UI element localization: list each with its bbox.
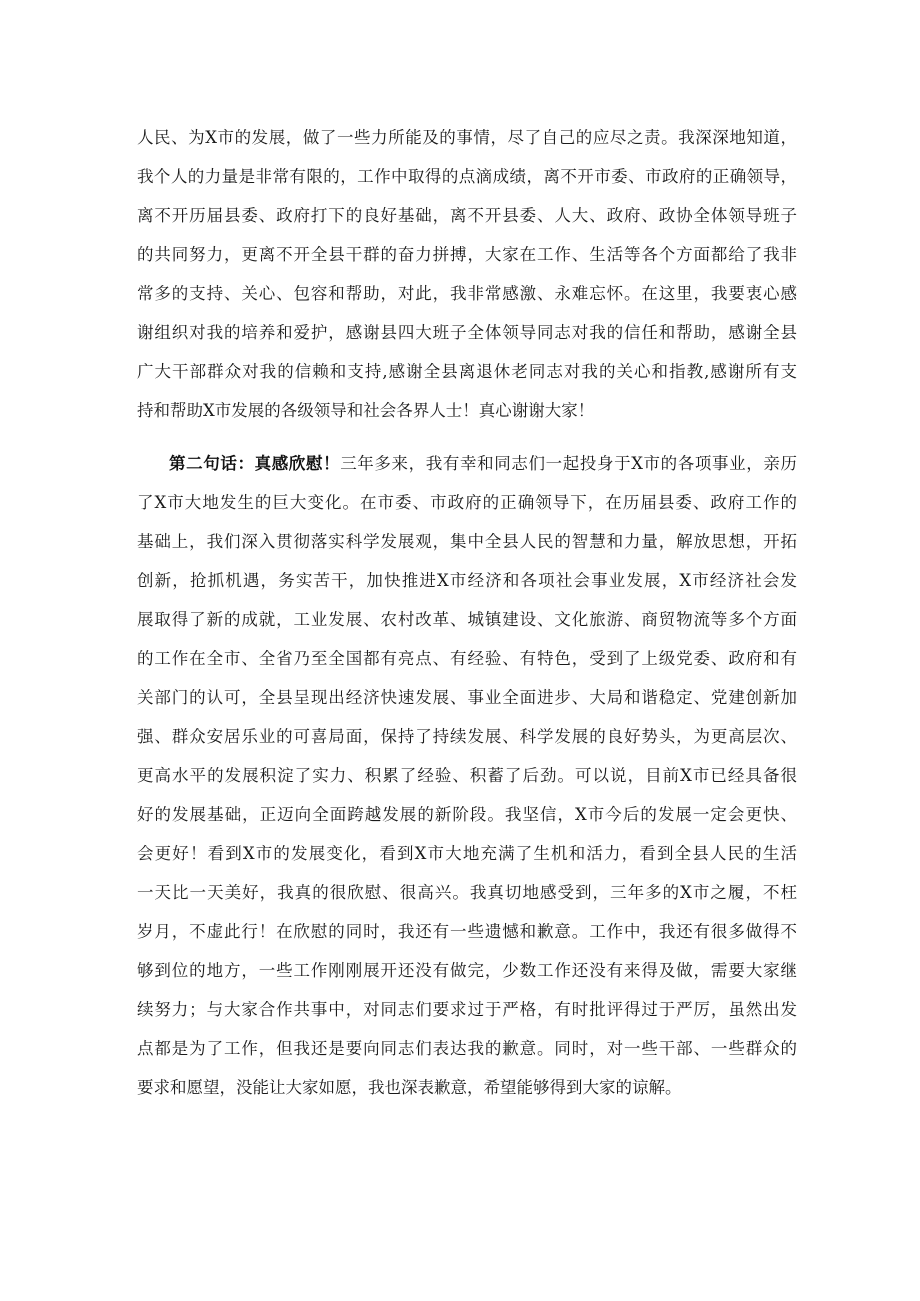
text-line: 的工作在全市、全省乃至全国都有亮点、有经验、有特色，受到了上级党委、政府和有 [137,649,797,668]
text-line: 强、群众安居乐业的可喜局面，保持了持续发展、科学发展的良好势头，为更高层次、 [137,727,797,746]
text-line: 关部门的认可，全县呈现出经济快速发展、事业全面进步、大局和谐稳定、党建创新加 [137,688,797,707]
text-line: 更高水平的发展积淀了实力、积累了经验、积蓄了后劲。可以说，目前X市已经具备很 [137,766,797,785]
text-line: 人民、为X市的发展，做了一些力所能及的事情，尽了自己的应尽之责。我深深地知道， [137,128,797,147]
text-line: 续努力；与大家合作共事中，对同志们要求过于严格，有时批评得过于严厉，虽然出发 [137,1000,797,1019]
text-line: 展取得了新的成就，工业发展、农村改革、城镇建设、文化旅游、商贸物流等多个方面 [137,610,797,629]
text-line-continuation: 三年多来，我有幸和同志们一起投身于X市的各项事业，亲历 [340,454,798,473]
text-line: 够到位的地方，一些工作刚刚展开还没有做完，少数工作还没有来得及做，需要大家继 [137,961,797,980]
section-lead-heading: 第二句话：真感欣慰！ [169,454,341,473]
text-line: 持和帮助X市发展的各级领导和社会各界人士！真心谢谢大家！ [137,401,595,420]
text-line: 创新，抢抓机遇，务实苦干，加快推进X市经济和各项社会事业发展，X市经济社会发 [137,571,797,590]
text-line-first [169,454,797,474]
text-line: 一天比一天美好，我真的很欣慰、很高兴。我真切地感受到，三年多的X市之履，不枉 [137,883,797,902]
text-line: 点都是为了工作，但我还是要向同志们表达我的歉意。同时，对一些干部、一些群众的 [137,1039,797,1058]
text-line: 岁月，不虚此行！在欣慰的同时，我还有一些遗憾和歉意。工作中，我还有很多做得不 [137,922,797,941]
paragraph-gratified [137,454,797,1154]
text-line: 会更好！看到X市的发展变化，看到X市大地充满了生机和活力，看到全县人民的生活 [137,844,797,863]
text-line: 要求和愿望，没能让大家如愿，我也深表歉意，希望能够得到大家的谅解。 [137,1078,682,1097]
text-line: 我个人的力量是非常有限的，工作中取得的点滴成绩，离不开市委、市政府的正确领导， [137,167,797,186]
paragraph-thanks [137,128,797,428]
text-line: 的共同努力，更离不开全县干群的奋力拼搏，大家在工作、生活等各个方面都给了我非 [137,245,797,264]
text-line: 广大干部群众对我的信赖和支持,感谢全县离退休老同志对我的关心和指教,感谢所有支 [137,362,797,381]
text-line: 基础上，我们深入贯彻落实科学发展观，集中全县人民的智慧和力量，解放思想，开拓 [137,532,797,551]
text-line: 了X市大地发生的巨大变化。在市委、市政府的正确领导下，在历届县委、政府工作的 [137,493,797,512]
text-line: 常多的支持、关心、包容和帮助，对此，我非常感激、永难忘怀。在这里，我要衷心感 [137,284,797,303]
text-line: 谢组织对我的培养和爱护，感谢县四大班子全体领导同志对我的信任和帮助，感谢全县 [137,323,797,342]
text-line: 离不开历届县委、政府打下的良好基础，离不开县委、人大、政府、政协全体领导班子 [137,206,797,225]
text-line: 好的发展基础，正迈向全面跨越发展的新阶段。我坚信，X市今后的发展一定会更快、 [137,805,797,824]
